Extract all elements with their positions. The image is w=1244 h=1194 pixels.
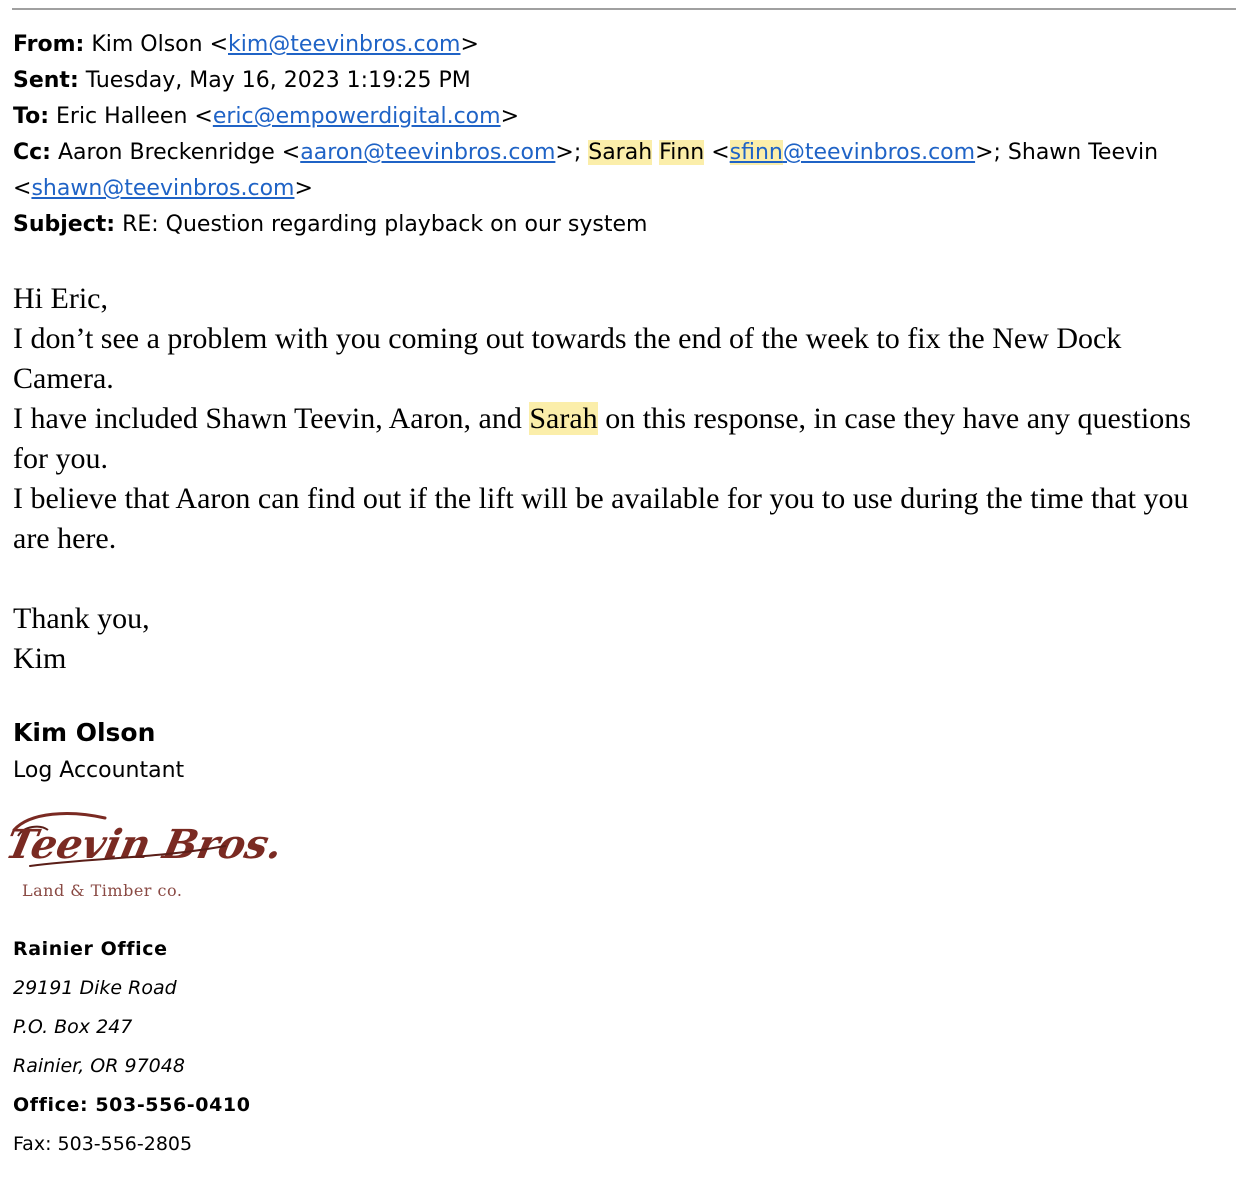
from-line xyxy=(13,27,1228,63)
closing: Thank you, xyxy=(13,602,150,635)
cc-name-sarah-last: Finn xyxy=(659,140,705,165)
cc-line xyxy=(13,135,1228,207)
from-email-link[interactable]: kim@teevinbros.com xyxy=(228,32,461,57)
highlighted-name: Sarah xyxy=(529,402,598,435)
para2-before: I have included Shawn Teevin, Aaron, and xyxy=(13,402,530,435)
para2-after: on this response, in case they have any questions for you. xyxy=(13,402,1191,475)
logo-subtitle-text: Land & Timber co. xyxy=(22,881,183,900)
cc-email-sarah-domain: @teevinbros.com xyxy=(782,140,976,165)
fax-number: Fax: 503-556-2805 xyxy=(13,1133,193,1155)
to-close: > xyxy=(500,104,519,129)
to-email-link[interactable]: eric@empowerdigital.com xyxy=(212,104,501,129)
subject-line xyxy=(13,207,1228,243)
to-label: To: xyxy=(13,104,49,129)
cc-name-shawn: >; Shawn Teevin < xyxy=(13,140,1159,201)
sent-value: Tuesday, May 16, 2023 1:19:25 PM xyxy=(85,68,471,93)
cc-email-shawn-link[interactable]: shawn@teevinbros.com xyxy=(31,176,295,201)
body-paragraph-3: I believe that Aaron can find out if the lift will be available for you to use during the time that you are here. xyxy=(13,482,1189,555)
address-line-1: 29191 Dike Road xyxy=(13,977,177,999)
greeting: Hi Eric, xyxy=(13,282,108,315)
from-label: From: xyxy=(13,32,85,57)
signature-block xyxy=(13,930,251,1164)
cc-email-aaron-link[interactable]: aaron@teevinbros.com xyxy=(300,140,556,165)
to-name: Eric Halleen < xyxy=(56,104,213,129)
address-line-3: Rainier, OR 97048 xyxy=(13,1055,185,1077)
to-line xyxy=(13,99,1228,135)
sent-line xyxy=(13,63,1228,99)
cc-close: > xyxy=(294,176,313,201)
cc-label: Cc: xyxy=(13,140,51,165)
subject-label: Subject: xyxy=(13,212,116,237)
cc-email-sarah-link[interactable] xyxy=(730,140,975,165)
signature-name: Kim Olson xyxy=(13,718,156,747)
sent-label: Sent: xyxy=(13,68,79,93)
body-paragraph-2 xyxy=(13,399,1228,479)
top-divider xyxy=(12,8,1236,10)
email-header xyxy=(13,27,1228,243)
signoff: Kim xyxy=(13,642,67,675)
cc-name-sarah-first: Sarah xyxy=(588,140,653,165)
from-name: Kim Olson < xyxy=(91,32,228,57)
blank-line xyxy=(13,559,1228,599)
address-line-2: P.O. Box 247 xyxy=(13,1016,133,1038)
logo-script-text: Teevin Bros. xyxy=(1,820,288,868)
subject-value: RE: Question regarding playback on our system xyxy=(122,212,648,237)
from-close: > xyxy=(460,32,479,57)
office-phone: Office: 503-556-0410 xyxy=(13,1094,251,1116)
cc-separator: >; xyxy=(555,140,589,165)
cc-name-aaron: Aaron Breckenridge < xyxy=(57,140,301,165)
office-name: Rainier Office xyxy=(13,938,168,960)
email-body xyxy=(13,279,1228,679)
body-paragraph-1: I don’t see a problem with you coming out towards the end of the week to fix the New Dock Camera. xyxy=(13,322,1122,395)
teevin-bros-logo xyxy=(1,800,288,905)
signature-title: Log Accountant xyxy=(13,758,185,783)
cc-email-sarah-highlight: sfinn xyxy=(729,140,783,165)
cc-open: < xyxy=(704,140,730,165)
